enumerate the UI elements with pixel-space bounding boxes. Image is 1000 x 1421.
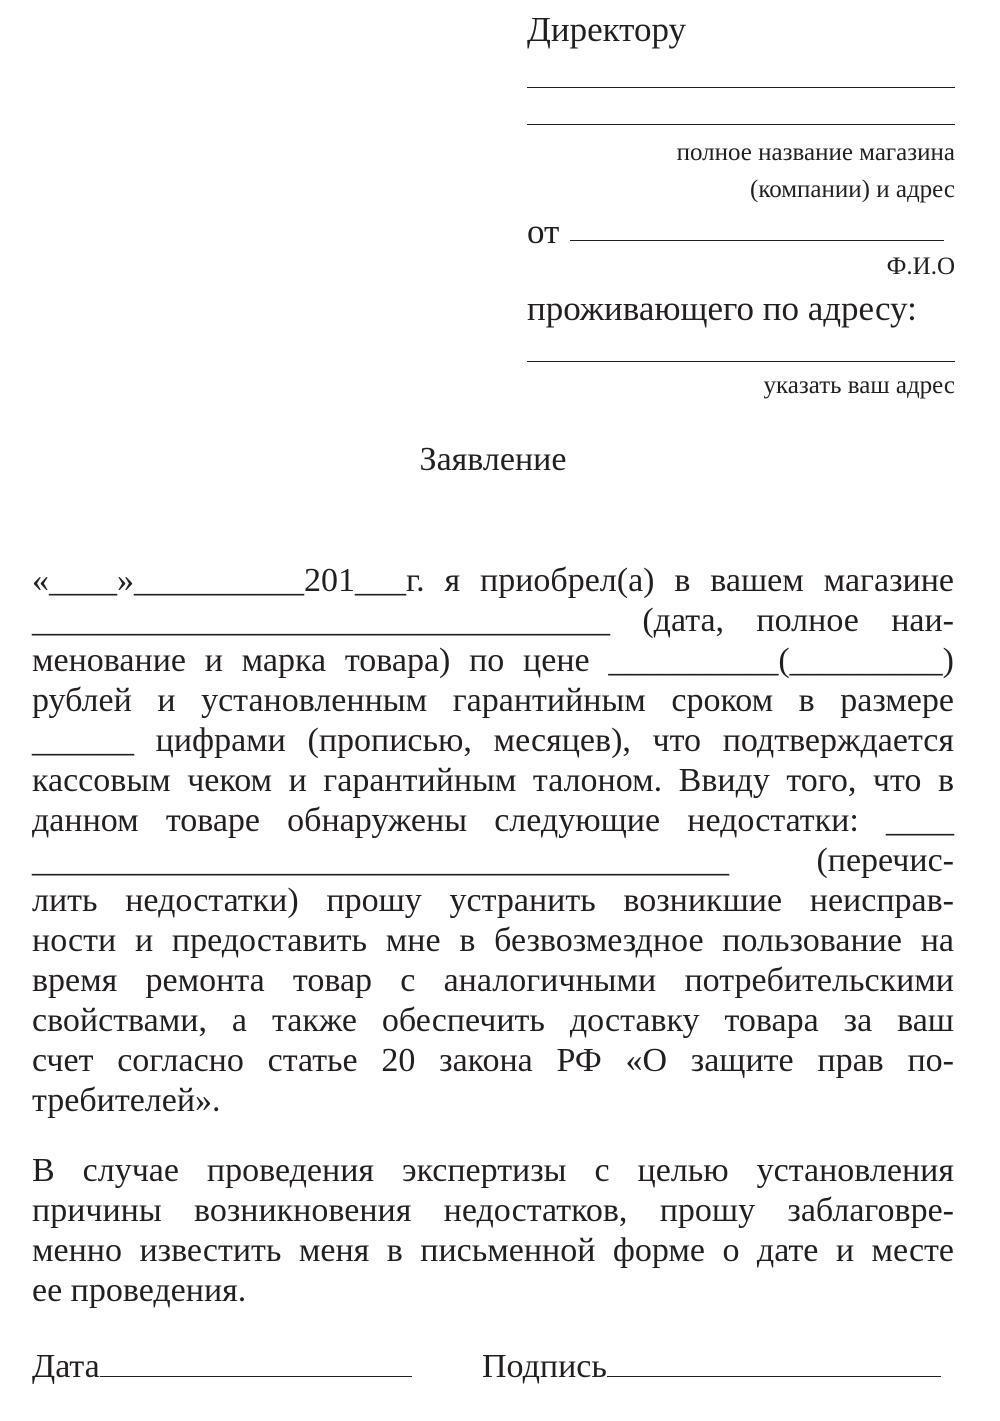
paragraph-line: ее проведения. bbox=[32, 1272, 247, 1309]
paragraph-line: менование и марка товара) по цене __________(_________) bbox=[32, 642, 954, 679]
paragraph-line: лить недостатки) прошу устранить возникшие неисправ- bbox=[32, 882, 954, 919]
paragraph-line: _________________________________________ (перечис- bbox=[32, 842, 954, 879]
paragraph-line: причины возникновения недостатков, прошу заблаговре- bbox=[32, 1192, 954, 1229]
paragraph-line: «____»__________201___г. я приобрел(а) в вашем магазине bbox=[32, 562, 954, 599]
paragraph-line: ______ цифрами (прописью, месяцев), что подтверждается bbox=[32, 722, 954, 759]
store-caption-line-2: (компании) и адрес bbox=[750, 176, 955, 203]
document-title: Заявление bbox=[419, 441, 567, 478]
date-blank[interactable] bbox=[100, 1376, 412, 1377]
address-caption: указать ваш адрес bbox=[763, 372, 955, 399]
signature-blank[interactable] bbox=[607, 1376, 941, 1377]
paragraph-line: ности и предоставить мне в безвозмездное пользование на bbox=[32, 922, 954, 959]
paragraph-line: В случае проведения экспертизы с целью установления bbox=[32, 1152, 954, 1189]
paragraph-line: рублей и установленным гарантийным сроком в размере bbox=[32, 682, 954, 719]
from-label: от bbox=[527, 212, 560, 251]
store-name-line-2[interactable] bbox=[527, 124, 955, 125]
address-line[interactable] bbox=[527, 361, 955, 362]
fio-line[interactable] bbox=[570, 240, 944, 241]
date-label: Дата bbox=[32, 1348, 100, 1385]
paragraph-line: данном товаре обнаружены следующие недостатки: ____ bbox=[32, 802, 954, 839]
signature-field bbox=[482, 1347, 941, 1387]
signature-label: Подпись bbox=[482, 1348, 607, 1385]
fio-caption: Ф.И.О bbox=[886, 253, 955, 280]
paragraph-line: время ремонта товар с аналогичными потребительскими bbox=[32, 962, 954, 999]
addressee-title: Директору bbox=[527, 10, 687, 49]
date-field bbox=[32, 1347, 412, 1387]
paragraph-line: счет согласно статье 20 закона РФ «О защите прав по- bbox=[32, 1042, 954, 1079]
store-caption-line-1: полное название магазина bbox=[676, 139, 955, 166]
store-name-line-1[interactable] bbox=[527, 87, 955, 88]
paragraph-line: менно известить меня в письменной форме о дате и месте bbox=[32, 1232, 954, 1269]
paragraph-line: __________________________________ (дата, полное наи- bbox=[32, 602, 954, 639]
paragraph-line: свойствами, а также обеспечить доставку товара за ваш bbox=[32, 1002, 954, 1039]
residing-label: проживающего по адресу: bbox=[527, 289, 917, 328]
paragraph-line: требителей». bbox=[32, 1082, 221, 1119]
paragraph-line: кассовым чеком и гарантийным талоном. Ввиду того, что в bbox=[32, 762, 954, 799]
